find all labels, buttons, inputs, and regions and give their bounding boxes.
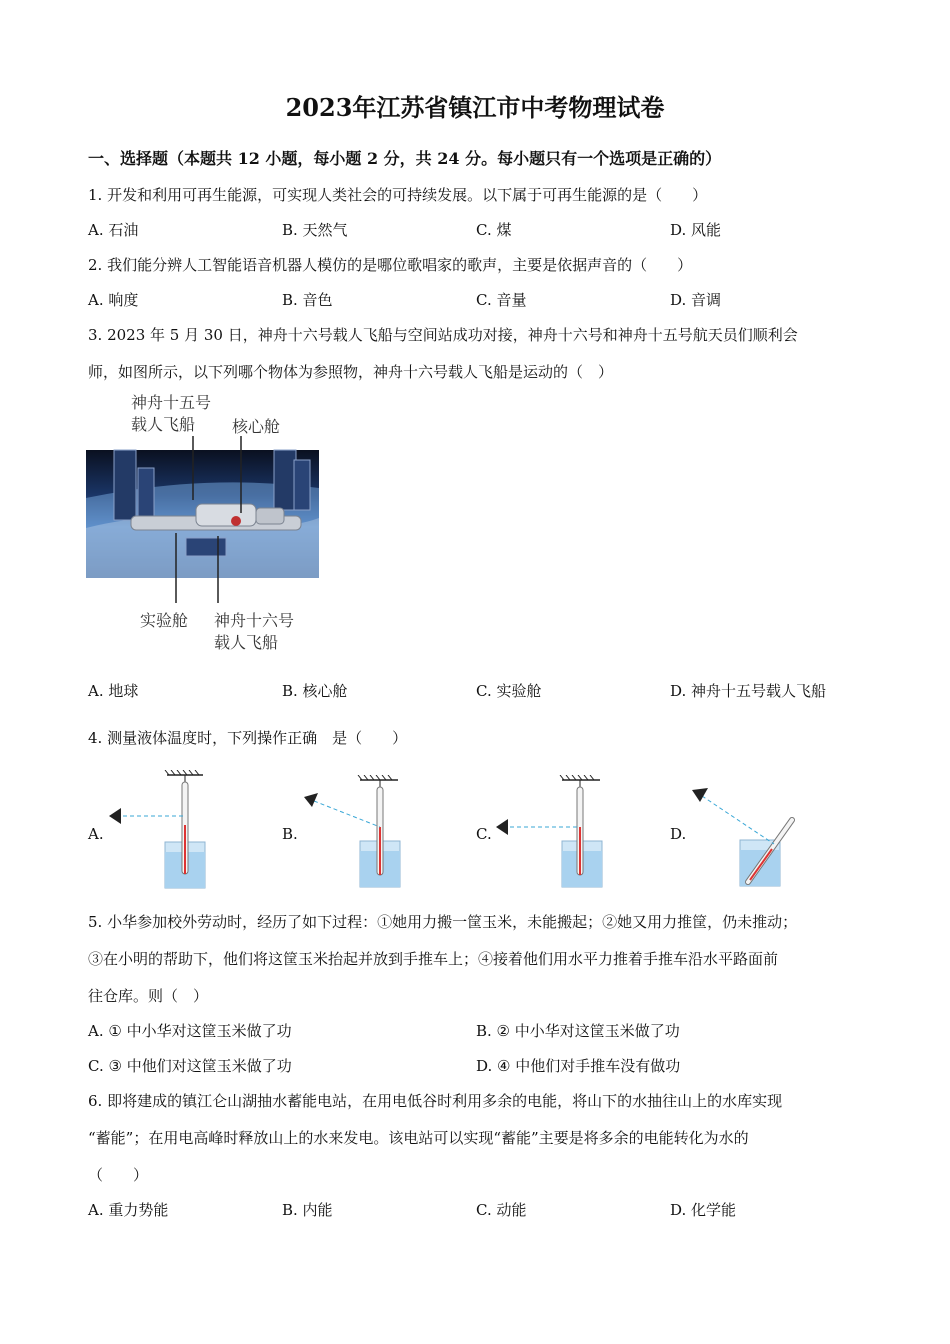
q4-stem: 4. 测量液体温度时，下列操作正确 是（ ） (88, 729, 408, 747)
q6-stem-line3: （ ） (88, 1166, 149, 1184)
q1-stem: 1. 开发和利用可再生能源，可实现人类社会的可持续发展。以下属于可再生能源的是（ ） (88, 186, 708, 204)
q5-option-c[interactable]: C. ③ 中他们对这筐玉米做了功 (88, 1057, 292, 1075)
q2-option-a[interactable]: A. 响度 (88, 291, 139, 309)
q4-option-b[interactable]: B. (282, 825, 298, 843)
q3-stem-line2: 师，如图所示，以下列哪个物体为参照物，神舟十六号载人飞船是运动的（ ） (88, 363, 614, 381)
q2-stem: 2. 我们能分辨人工智能语音机器人模仿的是哪位歌唱家的歌声，主要是依据声音的（ ） (88, 256, 693, 274)
label-lab-module: 实验舱 (140, 611, 189, 630)
q6-stem-line1: 6. 即将建成的镇江仑山湖抽水蓄能电站，在用电低谷时利用多余的电能，将山下的水抽往山上的水库实现 (88, 1092, 783, 1110)
label-shenzhou15-line2: 载人飞船 (131, 415, 196, 434)
label-shenzhou16-line2: 载人飞船 (214, 633, 279, 652)
thermometer-diagram-b (298, 775, 413, 890)
q2-option-b[interactable]: B. 音色 (282, 291, 333, 309)
q5-stem-line2: ③在小明的帮助下，他们将这筐玉米抬起并放到手推车上；④接着他们用水平力推着手推车沿水平路面前 (88, 950, 779, 968)
q1-option-a[interactable]: A. 石油 (88, 221, 139, 239)
q3-option-a[interactable]: A. 地球 (88, 682, 139, 700)
q5-option-b[interactable]: B. ② 中小华对这筐玉米做了功 (476, 1022, 680, 1040)
q3-option-b[interactable]: B. 核心舱 (282, 682, 348, 700)
label-core-module: 核心舱 (232, 417, 281, 436)
q3-option-c[interactable]: C. 实验舱 (476, 682, 542, 700)
q4-option-d[interactable]: D. (670, 825, 687, 843)
label-shenzhou16-line1: 神舟十六号 (214, 611, 295, 630)
page-title: 2023年江苏省镇江市中考物理试卷 (285, 93, 665, 122)
q6-option-a[interactable]: A. 重力势能 (88, 1201, 169, 1219)
thermometer-diagram-c (492, 775, 607, 890)
q5-stem-line3: 往仓库。则（ ） (88, 987, 209, 1005)
space-station-image (86, 388, 326, 658)
thermometer-diagram-d (688, 782, 803, 890)
q3-option-d[interactable]: D. 神舟十五号载人飞船 (670, 682, 827, 700)
q6-option-d[interactable]: D. 化学能 (670, 1201, 737, 1219)
q5-option-d[interactable]: D. ④ 中他们对手推车没有做功 (476, 1057, 681, 1075)
q3-stem-line1: 3. 2023 年 5 月 30 日，神舟十六号载人飞船与空间站成功对接，神舟十六号和神舟十五号航天员们顺利会 (88, 326, 798, 344)
space-station-figure (86, 388, 326, 658)
q2-option-c[interactable]: C. 音量 (476, 291, 527, 309)
q2-option-d[interactable]: D. 音调 (670, 291, 722, 309)
q6-stem-line2: “蓄能”；在用电高峰时释放山上的水来发电。该电站可以实现“蓄能”主要是将多余的电能转化为水的 (88, 1129, 749, 1147)
q1-option-d[interactable]: D. 风能 (670, 221, 722, 239)
q6-option-b[interactable]: B. 内能 (282, 1201, 333, 1219)
q4-option-c[interactable]: C. (476, 825, 492, 843)
label-shenzhou15-line1: 神舟十五号 (131, 393, 212, 412)
q6-option-c[interactable]: C. 动能 (476, 1201, 527, 1219)
q1-option-b[interactable]: B. 天然气 (282, 221, 348, 239)
thermometer-diagram-a (105, 770, 220, 890)
q5-stem-line1: 5. 小华参加校外劳动时，经历了如下过程：①她用力搬一筐玉米，未能搬起；②她又用力推筐，仍未推动； (88, 913, 798, 931)
q5-option-a[interactable]: A. ① 中小华对这筐玉米做了功 (88, 1022, 292, 1040)
section-heading: 一、选择题（本题共 12 小题，每小题 2 分，共 24 分。每小题只有一个选项是正确的） (88, 149, 722, 168)
q1-option-c[interactable]: C. 煤 (476, 221, 512, 239)
q4-option-a[interactable]: A. (88, 825, 104, 843)
